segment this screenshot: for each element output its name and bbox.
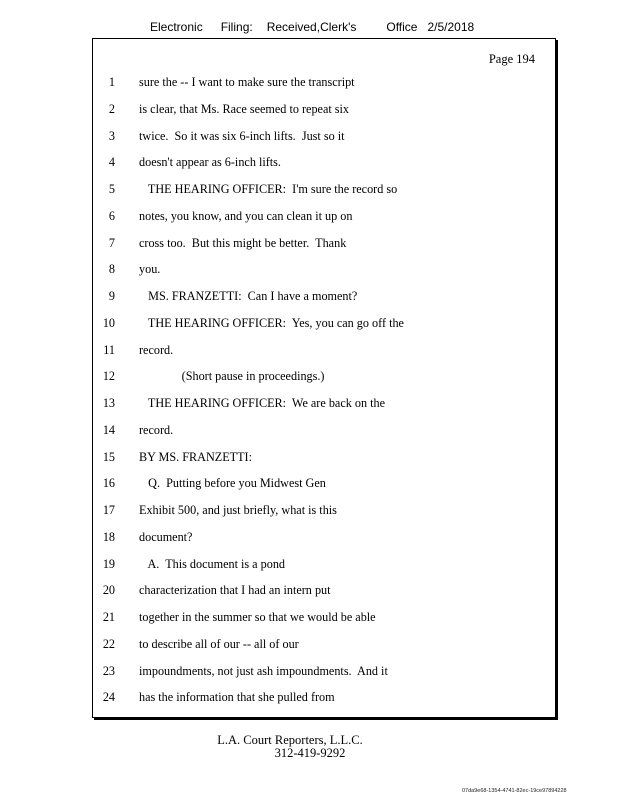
line-text: characterization that I had an intern put [139,583,331,598]
filing-header [150,20,474,34]
transcript-line [93,73,555,91]
line-number: 17 [102,503,115,517]
line-number: 11 [103,342,115,357]
line-number: 19 [102,556,115,571]
transcript-line [93,314,555,332]
line-text: Q. Putting before you Midwest Gen [139,476,326,491]
transcript-line [93,581,555,599]
transcript-page [92,38,556,718]
line-text: cross too. But this might be better. Thank [139,235,347,250]
line-number: 9 [108,289,115,303]
line-text: (Short pause in proceedings.) [139,369,325,384]
transcript-line [93,528,555,546]
line-text: twice. So it was six 6-inch lifts. Just so it [139,128,345,143]
transcript-line [93,688,555,706]
transcript-line [93,341,555,359]
line-text: THE HEARING OFFICER: I'm sure the record so [139,182,398,196]
transcript-line [93,555,555,573]
filing-header-electronic: Electronic [150,20,203,34]
line-number: 13 [102,396,115,410]
line-number: 1 [108,75,115,89]
filing-header-office: Office [386,20,418,34]
line-number: 12 [102,369,115,384]
filing-header-received: Received,Clerk's [266,20,357,34]
filing-header-date: 2/5/2018 [427,20,475,34]
transcript-line [93,635,555,653]
line-text: to describe all of our -- all of our [139,636,299,651]
transcript-line [93,421,555,439]
transcript-line [93,394,555,412]
transcript-line [93,501,555,519]
transcript-line [93,367,555,385]
transcript-line [93,474,555,492]
line-text: THE HEARING OFFICER: We are back on the [139,396,386,410]
line-number: 15 [102,449,115,464]
line-number: 24 [102,690,115,705]
line-number: 7 [108,235,115,250]
transcript-line [93,100,555,118]
transcript-line [93,608,555,626]
line-number: 18 [102,529,115,544]
line-text: record. [139,422,174,437]
line-number: 23 [102,663,115,678]
line-text: together in the summer so that we would be able [139,610,376,624]
line-number: 16 [102,476,115,491]
line-number: 14 [102,422,115,437]
transcript-line [93,234,555,252]
transcript-line [93,180,555,198]
line-text: record. [139,342,174,357]
document-id: 07da9e68-1354-4741-82ec-19ce97894228 [462,788,567,794]
line-text: MS. FRANZETTI: Can I have a moment? [139,289,358,303]
line-text: BY MS. FRANZETTI: [139,449,252,464]
line-text: impoundments, not just ash impoundments. And it [139,663,388,678]
transcript-line [93,662,555,680]
line-text: THE HEARING OFFICER: Yes, you can go off the [139,315,404,330]
line-text: notes, you know, and you can clean it up on [139,208,353,223]
transcript-line [93,207,555,225]
footer-company: L.A. Court Reporters, L.L.C. [217,733,363,747]
line-number: 8 [108,262,115,277]
line-text: A. This document is a pond [139,556,286,571]
line-number: 6 [108,208,115,223]
line-number: 21 [102,610,115,624]
transcript-line [93,153,555,171]
line-text: Exhibit 500, and just briefly, what is this [139,503,337,517]
line-text: doesn't appear as 6-inch lifts. [139,155,281,170]
line-number: 4 [108,155,115,170]
line-number: 22 [102,636,115,651]
transcript-line [93,448,555,466]
transcript-line [93,287,555,305]
line-text: you. [139,262,161,277]
line-number: 10 [102,315,115,330]
transcript-line [93,260,555,278]
line-text: document? [139,529,193,544]
line-number: 3 [108,128,115,143]
line-text: sure the -- I want to make sure the transcript [139,75,355,89]
footer-phone: 312-419-9292 [274,746,346,760]
line-text: is clear, that Ms. Race seemed to repeat six [139,101,350,116]
filing-header-filing: Filing: [220,20,253,34]
transcript-line [93,127,555,145]
line-text: has the information that she pulled from [139,690,335,705]
line-number: 20 [102,583,115,598]
line-number: 2 [108,101,115,116]
page-number: Page 194 [488,52,535,66]
line-number: 5 [108,182,115,196]
